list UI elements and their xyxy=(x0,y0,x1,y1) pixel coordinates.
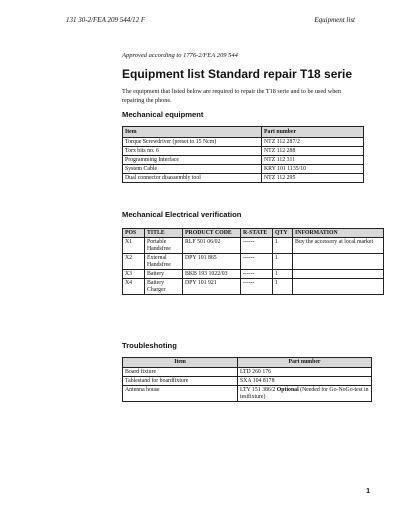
item-cell: Antenna house xyxy=(123,386,238,402)
column-header-r-state: R-STATE xyxy=(241,229,273,238)
title-cell: External Handsfree xyxy=(145,254,183,270)
r-state-cell: ------ xyxy=(241,254,273,270)
item-cell: Programming Interface xyxy=(123,156,262,165)
information-cell xyxy=(293,254,384,270)
pos-cell: X3 xyxy=(123,270,145,279)
part-number-cell: KRY 101 1135/10 xyxy=(262,165,364,174)
table-header-row xyxy=(123,358,372,368)
title-cell: Battery xyxy=(145,270,183,279)
mechanical-heading: Mechanical equipment xyxy=(122,110,204,119)
table-row xyxy=(123,377,372,386)
information-cell: Buy the accessory at local market xyxy=(293,238,384,254)
qty-cell: 1 xyxy=(273,238,293,254)
column-header-item: Item xyxy=(123,358,238,368)
title-cell: Portable Handsfree xyxy=(145,238,183,254)
title-cell: Battery Charger xyxy=(145,279,183,295)
table-row xyxy=(123,270,384,279)
table-row xyxy=(123,147,364,156)
table-row xyxy=(123,386,372,402)
product-code-cell: RLF 501 06/02 xyxy=(183,238,241,254)
column-header-part-number: Part number xyxy=(262,127,364,138)
column-header-information: INFORMATION xyxy=(293,229,384,238)
information-cell xyxy=(293,279,384,295)
part-number-cell xyxy=(238,386,372,402)
part-number-cell: NTZ 112 288 xyxy=(262,147,364,156)
column-header-qty: QTY xyxy=(273,229,293,238)
r-state-cell: ------ xyxy=(241,279,273,295)
r-state-cell: ------ xyxy=(241,270,273,279)
page-title: Equipment list Standard repair T18 serie xyxy=(122,67,353,81)
table-header-row xyxy=(123,127,364,138)
part-number-cell: LTD 260 176 xyxy=(238,368,372,377)
mechanical-table xyxy=(122,126,364,183)
column-header-item: Item xyxy=(123,127,262,138)
r-state-cell: ------ xyxy=(241,238,273,254)
pos-cell: X2 xyxy=(123,254,145,270)
table-row xyxy=(123,368,372,377)
item-cell: Torque Screwdriver (preset to 15 Ncm) xyxy=(123,138,262,147)
part-number-cell: NTZ 112 287/2 xyxy=(262,138,364,147)
part-number-cell: NTZ 112 295 xyxy=(262,174,364,183)
qty-cell: 1 xyxy=(273,279,293,295)
optional-label: Optional xyxy=(276,386,299,393)
qty-cell: 1 xyxy=(273,270,293,279)
item-cell: Dual connector disassembly tool xyxy=(123,174,262,183)
part-note: (Needed for Go-NoGo-test in testfixture) xyxy=(240,386,369,400)
item-cell: Torx bits no. 6 xyxy=(123,147,262,156)
troubleshooting-heading: Troubleshoting xyxy=(122,341,177,350)
qty-cell: 1 xyxy=(273,254,293,270)
document-section: Equipment list xyxy=(314,16,355,24)
item-cell: Board fixture xyxy=(123,368,238,377)
column-header-product-code: PRODUCT CODE xyxy=(183,229,241,238)
part-number-cell: SXA 104 8178 xyxy=(238,377,372,386)
item-cell: System Cable xyxy=(123,165,262,174)
item-cell: Tablestand for boardfixture xyxy=(123,377,238,386)
table-row xyxy=(123,174,364,183)
document-code: 131 30-2/FEA 209 544/12 F xyxy=(66,16,146,24)
part-number-text: LTY 151 386/2 xyxy=(240,386,277,393)
troubleshooting-table xyxy=(122,357,372,402)
electrical-table xyxy=(122,228,384,295)
product-code-cell: BKB 193 1022/03 xyxy=(183,270,241,279)
table-row xyxy=(123,279,384,295)
approval-note: Approved according to 1776-2/FEA 209 544 xyxy=(122,52,238,59)
column-header-part-number: Part number xyxy=(238,358,372,368)
information-cell xyxy=(293,270,384,279)
table-row xyxy=(123,138,364,147)
column-header-pos: POS xyxy=(123,229,145,238)
page-number: 1 xyxy=(366,488,370,495)
pos-cell: X4 xyxy=(123,279,145,295)
product-code-cell: DPY 101 921 xyxy=(183,279,241,295)
table-row xyxy=(123,238,384,254)
intro-paragraph: The equipment that listed below are required to repair the T18 serie and to be used when repairing the phone. xyxy=(122,88,342,104)
table-header-row xyxy=(123,229,384,238)
column-header-title: TITLE xyxy=(145,229,183,238)
part-number-cell: NTZ 112 311 xyxy=(262,156,364,165)
table-row xyxy=(123,254,384,270)
product-code-cell: DPY 101 865 xyxy=(183,254,241,270)
table-row xyxy=(123,156,364,165)
table-row xyxy=(123,165,364,174)
electrical-heading: Mechanical Electrical verification xyxy=(122,210,242,219)
pos-cell: X1 xyxy=(123,238,145,254)
